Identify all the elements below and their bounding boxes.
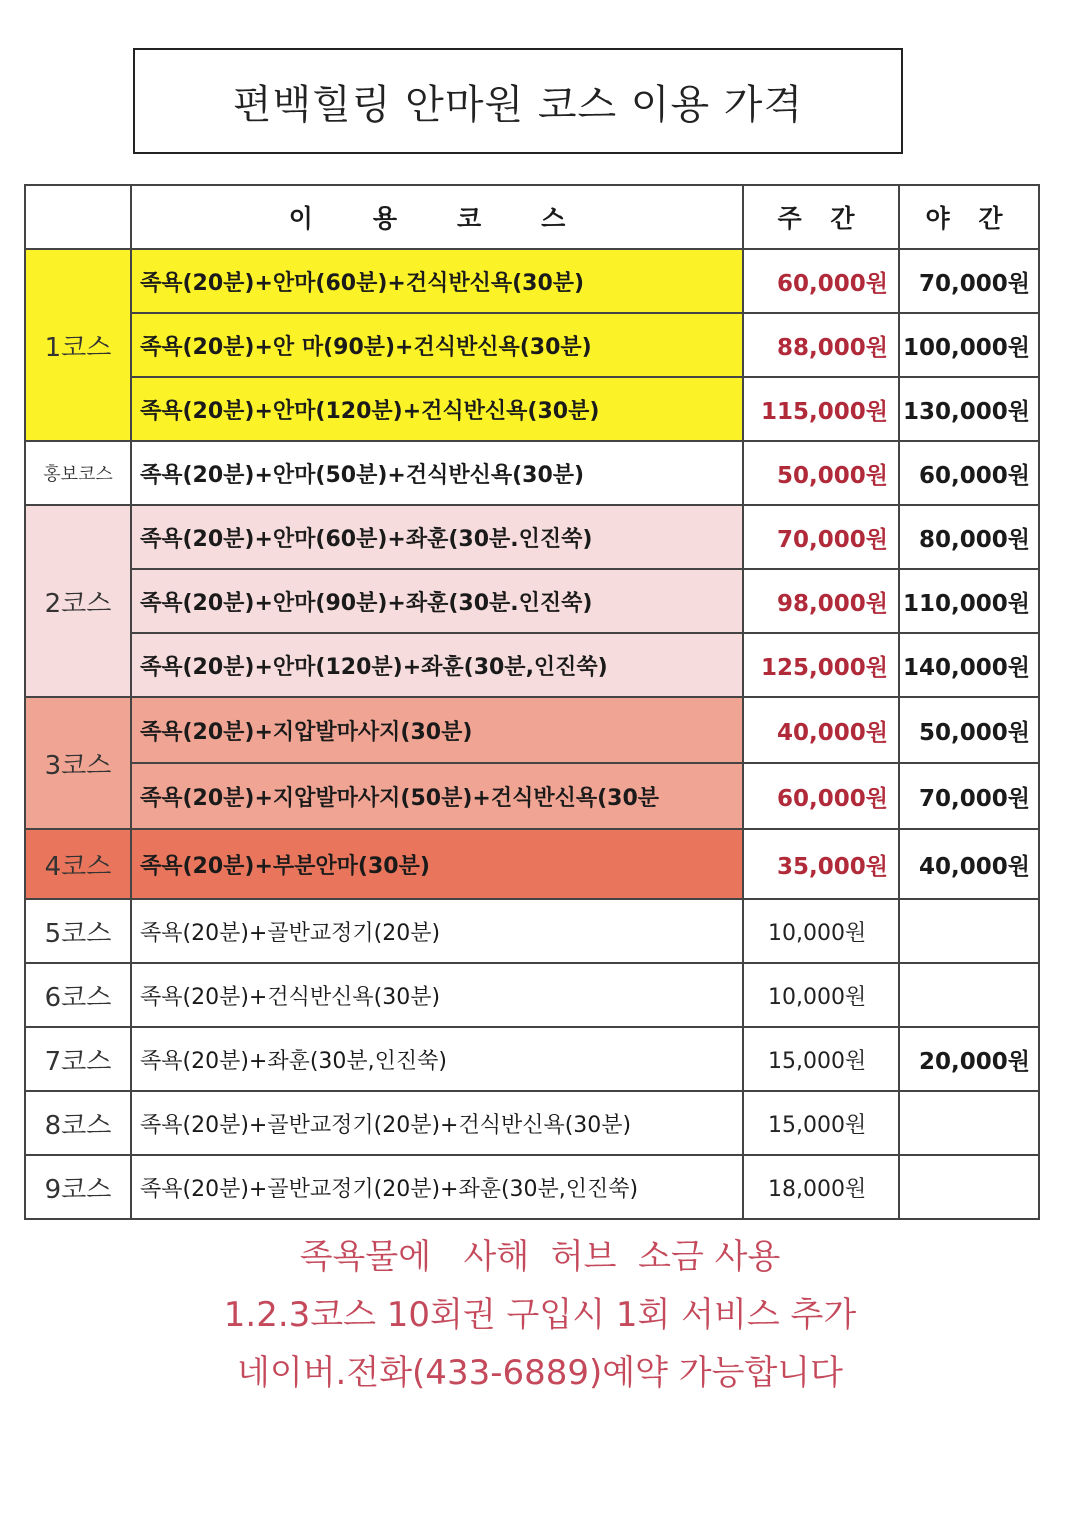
course-desc: 족욕(20분)+안 마(90분)+건식반신욕(30분) bbox=[131, 313, 743, 377]
price-day: 10,000원 bbox=[743, 963, 899, 1027]
course-name: 9코스 bbox=[25, 1155, 131, 1219]
course-desc: 족욕(20분)+안마(120분)+좌훈(30분,인진쑥) bbox=[131, 633, 743, 697]
header-night: 야 간 bbox=[899, 185, 1039, 249]
notes bbox=[0, 1228, 1080, 1402]
price-table bbox=[24, 184, 1040, 1220]
course-name: 1코스 bbox=[25, 249, 131, 441]
table-row bbox=[25, 505, 1039, 569]
price-day: 70,000원 bbox=[743, 505, 899, 569]
note-salt: 족욕물에 사해 허브 소금 사용 bbox=[299, 1237, 781, 1277]
header-day: 주 간 bbox=[743, 185, 899, 249]
price-night: 130,000원 bbox=[899, 377, 1039, 441]
table-row bbox=[25, 633, 1039, 697]
price-day: 115,000원 bbox=[743, 377, 899, 441]
price-night bbox=[899, 1155, 1039, 1219]
course-desc: 족욕(20분)+안마(120분)+건식반신욕(30분) bbox=[131, 377, 743, 441]
price-day: 35,000원 bbox=[743, 829, 899, 899]
course-desc: 족욕(20분)+건식반신욕(30분) bbox=[131, 963, 743, 1027]
course-desc: 족욕(20분)+안마(90분)+좌훈(30분.인진쑥) bbox=[131, 569, 743, 633]
table-row bbox=[25, 963, 1039, 1027]
course-desc: 족욕(20분)+안마(60분)+좌훈(30분.인진쑥) bbox=[131, 505, 743, 569]
price-night: 70,000원 bbox=[899, 249, 1039, 313]
course-desc: 족욕(20분)+안마(50분)+건식반신욕(30분) bbox=[131, 441, 743, 505]
table-row bbox=[25, 249, 1039, 313]
price-day: 60,000원 bbox=[743, 763, 899, 829]
price-night: 40,000원 bbox=[899, 829, 1039, 899]
course-name: 홍보코스 bbox=[25, 441, 131, 505]
table-row bbox=[25, 763, 1039, 829]
price-day: 10,000원 bbox=[743, 899, 899, 963]
price-night: 50,000원 bbox=[899, 697, 1039, 763]
price-day: 88,000원 bbox=[743, 313, 899, 377]
price-night: 60,000원 bbox=[899, 441, 1039, 505]
price-day: 125,000원 bbox=[743, 633, 899, 697]
header-row bbox=[25, 185, 1039, 249]
price-day: 50,000원 bbox=[743, 441, 899, 505]
course-desc: 족욕(20분)+지압발마사지(50분)+건식반신욕(30분 bbox=[131, 763, 743, 829]
price-day: 15,000원 bbox=[743, 1091, 899, 1155]
price-night bbox=[899, 1091, 1039, 1155]
price-night: 70,000원 bbox=[899, 763, 1039, 829]
table-row bbox=[25, 829, 1039, 899]
course-name: 5코스 bbox=[25, 899, 131, 963]
course-desc: 족욕(20분)+골반교정기(20분)+건식반신욕(30분) bbox=[131, 1091, 743, 1155]
course-name: 2코스 bbox=[25, 505, 131, 697]
table-row bbox=[25, 313, 1039, 377]
course-desc: 족욕(20분)+지압발마사지(30분) bbox=[131, 697, 743, 763]
course-name: 3코스 bbox=[25, 697, 131, 829]
course-desc: 족욕(20분)+골반교정기(20분) bbox=[131, 899, 743, 963]
price-day: 98,000원 bbox=[743, 569, 899, 633]
price-night: 110,000원 bbox=[899, 569, 1039, 633]
note-reservation: 네이버.전화(433-6889)예약 가능합니다 bbox=[237, 1353, 843, 1393]
table-row bbox=[25, 899, 1039, 963]
note-coupon: 1.2.3코스 10회권 구입시 1회 서비스 추가 bbox=[223, 1295, 857, 1335]
price-night bbox=[899, 963, 1039, 1027]
price-night: 20,000원 bbox=[899, 1027, 1039, 1091]
header-empty bbox=[25, 185, 131, 249]
price-night: 140,000원 bbox=[899, 633, 1039, 697]
table-row bbox=[25, 569, 1039, 633]
course-name: 7코스 bbox=[25, 1027, 131, 1091]
page-title: 편백힐링 안마원 코스 이용 가격 bbox=[232, 81, 804, 128]
course-name: 6코스 bbox=[25, 963, 131, 1027]
course-desc: 족욕(20분)+좌훈(30분,인진쑥) bbox=[131, 1027, 743, 1091]
table-row bbox=[25, 1155, 1039, 1219]
table-row bbox=[25, 1027, 1039, 1091]
course-desc: 족욕(20분)+골반교정기(20분)+좌훈(30분,인진쑥) bbox=[131, 1155, 743, 1219]
price-day: 15,000원 bbox=[743, 1027, 899, 1091]
title-box bbox=[133, 48, 903, 154]
price-night: 80,000원 bbox=[899, 505, 1039, 569]
course-name: 8코스 bbox=[25, 1091, 131, 1155]
course-desc: 족욕(20분)+부분안마(30분) bbox=[131, 829, 743, 899]
price-day: 18,000원 bbox=[743, 1155, 899, 1219]
table-row bbox=[25, 441, 1039, 505]
course-name: 4코스 bbox=[25, 829, 131, 899]
price-night bbox=[899, 899, 1039, 963]
price-day: 60,000원 bbox=[743, 249, 899, 313]
header-course: 이용코스 bbox=[131, 185, 743, 249]
table-row bbox=[25, 1091, 1039, 1155]
price-night: 100,000원 bbox=[899, 313, 1039, 377]
course-desc: 족욕(20분)+안마(60분)+건식반신욕(30분) bbox=[131, 249, 743, 313]
price-day: 40,000원 bbox=[743, 697, 899, 763]
table-row bbox=[25, 377, 1039, 441]
table-row bbox=[25, 697, 1039, 763]
